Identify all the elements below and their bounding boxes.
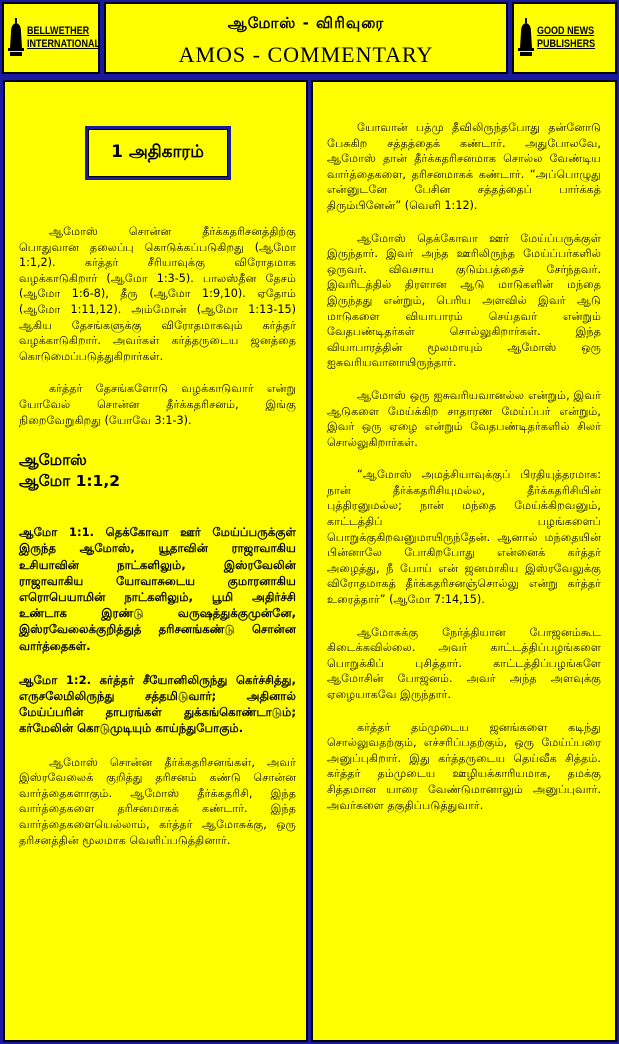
page-header: [104, 2, 508, 74]
verse-1: ஆமோ 1:1. தெக்கோவா ஊர் மேய்ப்பருக்குள் இருந்த ஆமோஸ், யூதாவின் ராஜாவாகிய உசியாவின் நாட்களிலும், இஸ்ரவேலின் ராஜாவாகிய யோவாசுடைய குமாரனாகிய எரொபெயாமின் நாட்களிலும், பூமி அதிர்ச்சி உண்டாக இரண்டு வருஷத்துக்குமுன்னே, இஸ்ரவேலைக்குறித்துத் தரிசனங்கண்டு சொன்ன வார்த்தைகள்.: [19, 525, 296, 653]
paragraph: ஆமோஸ் ஒரு ஐசுவரியவானல்ல என்றும், இவர் ஆடுகளை மேய்க்கிற சாதாரண மேய்ப்பர் என்றும், இவர் ஒரு ஏழை என்றும் வேதபண்டிதர்களில் சிலர் சொல்லுகிறார்கள்.: [327, 388, 601, 449]
left-column: [3, 80, 308, 1042]
paragraph: கர்த்தர் தேசங்களோடு வழக்காடுவார் என்று யோவேல் சொன்ன தீர்க்கதரிசனம், இங்கு நிறைவேறுகிறது (யோவே 3:1-3).: [19, 382, 296, 427]
section-ref: ஆமோ 1:1,2: [19, 472, 121, 491]
bellwether-text: BELLWETHER INTERNATIONAL: [27, 25, 100, 50]
verse-2: ஆமோ 1:2. கர்த்தர் சீயோனிலிருந்து கெர்ச்சித்து, எருசலேமிலிருந்து சத்தமிடுவார்; அதினால் மேய்ப்பரின் தாபரங்கள் துக்கங்கொண்டாடும்; கர்மேலின் கொடுமுடியும் காய்ந்துபோகும்.: [19, 672, 296, 736]
bell-icon: [8, 18, 24, 58]
paragraph: ஆமோசுக்கு நேர்த்தியான போஜனம்கூட கிடைக்கவில்லை. அவர் காட்டத்திப்பழங்களை பொறுக்கிப் புசித்தார். காட்டத்திப்பழங்களே ஆமோசின் போஜனம். அவர் அந்த அளவுக்கு ஏழையாகவே இருந்தார்.: [327, 625, 601, 701]
paragraph: ஆமோஸ் தெக்கோவா ஊர் மேய்ப்பருக்குள் இருந்தார். இவர் அந்த ஊரிலிருந்த மேய்ப்பர்களில் ஒருவர். விவசாய குடும்பத்தைச் சேர்ந்தவர். இவரிடத்தில் திரளான ஆடு மாடுகளின் மந்தை இருந்தது என்றும், பெரிய அளவில் இவர் ஆடு மாடுகளை வியாபாரம் செய்தவர் என்றும் வேதபண்டிதர்கள் சொல்லுகிறார்கள். இந்த வியாபாரத்தின் மூலமாயும் ஆமோஸ் ஒரு ஐசுவரியவானாயிருந்தார்.: [327, 231, 601, 370]
paragraph: கர்த்தர் தம்முடைய ஜனங்களை கடிந்து சொல்லுவதற்கும், எச்சரிப்பதற்கும், ஒரு மேய்ப்பரை அனுப்புகிறார். இது கர்த்தருடைய தெய்வீக சித்தம். கர்த்தர் தம்முடைய ஊழியக்காரியமாக, தமக்கு சித்தமான யாரை வேண்டுமானாலும் அனுப்புவார். அவர்களை தகுதிப்படுத்துவார்.: [327, 720, 601, 812]
good-news-text: GOOD NEWS PUBLISHERS: [537, 25, 596, 50]
section-heading: [19, 450, 296, 492]
section-title: ஆமோஸ்: [19, 451, 87, 470]
good-news-logo: [512, 2, 617, 74]
title-tamil: ஆமோஸ் - விரிவுரை: [227, 14, 385, 32]
chapter-title: 1 அதிகாரம்: [85, 126, 231, 180]
paragraph: யோவான் பத்மு தீவிலிருந்தபோது தன்னோடு பேசுகிற சத்தத்தைக் கண்டார். அதுபோலவே, ஆமோஸ் தான் தீர்க்கதரிசனமாக சொல்ல வேண்டிய வார்த்தைகளை, தரிசனமாகக் கண்டார். “அப்பொழுது என்னுடனே பேசின சத்தத்தைப் பார்க்கத் திரும்பினேன்” (வெளி 1:12).: [327, 121, 601, 212]
paragraph: ஆமோஸ் சொன்ன தீர்க்கதரிசனத்திற்கு பொதுவான தலைப்பு கொடுக்கப்படுகிறது (ஆமோ 1:1,2). கர்த்தர் சீரியாவுக்கு விரோதமாக வழக்காடுகிறார் (ஆமோ 1:3-5). பாலஸ்தீன தேசம் (ஆமோ 1:6-8), தீரு (ஆமோ 1:9,10). ஏதோம் (ஆமோ 1:11,12). அம்மோன் (ஆமோ 1:13-15) ஆகிய தேசங்களுக்கு விரோதமாகவும் கர்த்தர் வழக்காடுகிறார். அவர்கள் கர்த்தருடைய ஜனத்தை கொடுமைப்படுத்துகிறார்கள்.: [19, 225, 296, 363]
paragraph: ஆமோஸ் சொன்ன தீர்க்கதரிசனங்கள், அவர் இஸ்ரவேலைக் குறித்து தரிசனம் கண்டு சொன்ன வார்த்தைகளாகும். ஆமோஸ் தீர்க்கதரிசி, இந்த வார்த்தைகளை தரிசனமாகக் கண்டார். இந்த வார்த்தைகளையெல்லாம், கர்த்தர் ஆமோசுக்கு, ஒரு தரிசனத்தின் மூலமாக வெளிப்படுத்தினார்.: [19, 755, 296, 847]
bellwether-logo: [2, 2, 100, 74]
right-column: [311, 80, 617, 1042]
quote-paragraph: “ஆமோஸ் அமத்சியாவுக்குப் பிரதியுத்தரமாக: நான் தீர்க்கதரிசியுமல்ல, தீர்க்கதரிசியின் புத்திரனுமல்ல; நான் மந்தை மேய்க்கிறவனும், காட்டத்திப் பழங்களைப் பொறுக்குகிறவனுமாயிருந்தேன். ஆனால் மந்தையின் பின்னாலே போகிறபோது என்னைக் கர்த்தர் அழைத்து, நீ போய் என் ஜனமாகிய இஸ்ரவேலுக்கு விரோதமாகத் தீர்க்கதரிசனஞ்சொல்லு என்று கர்த்தர் உரைத்தார்” (ஆமோ 7:14,15).: [327, 468, 601, 607]
bell-icon: [518, 18, 534, 58]
title-english: AMOS - COMMENTARY: [178, 42, 434, 67]
